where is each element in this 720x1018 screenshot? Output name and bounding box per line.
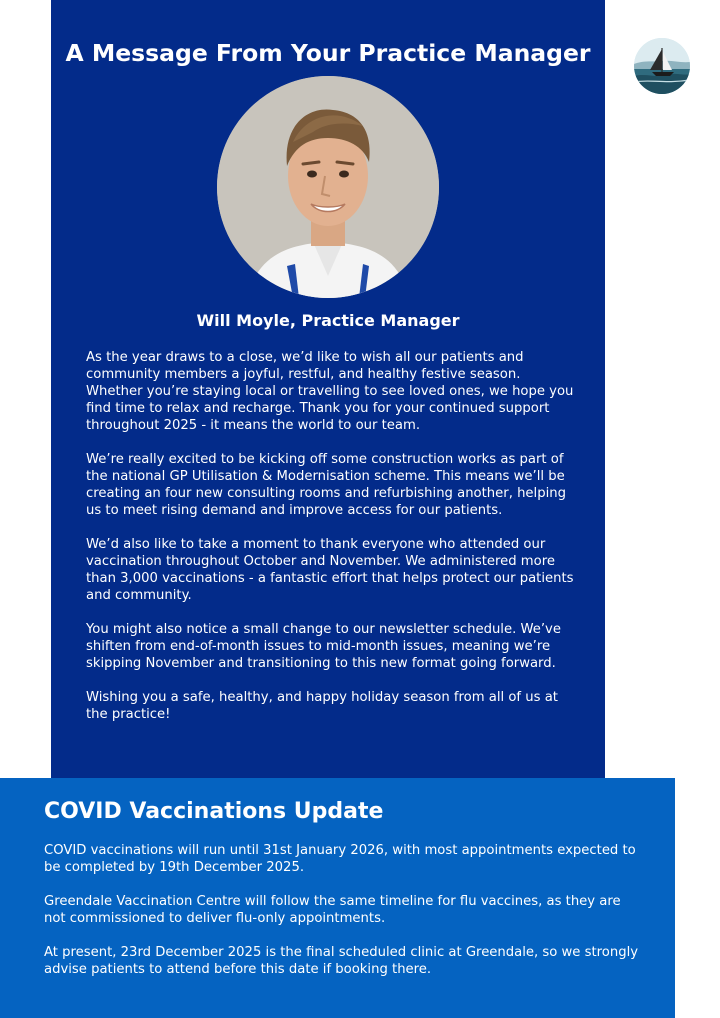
covid-paragraph: COVID vaccinations will run until 31st January 2026, with most appointments expected to be completed by 19th December 2025. <box>44 843 636 875</box>
sailboat-logo-icon <box>634 38 690 94</box>
message-paragraph: We’re really excited to be kicking off some construction works as part of the national GP Utilisation & Modernisation scheme. This means we’ll be creating an four new consulting rooms and refurbishing another, helping us to meet rising demand and improve access for our patients. <box>86 452 566 518</box>
manager-caption: Will Moyle, Practice Manager <box>196 311 460 330</box>
message-paragraph: Wishing you a safe, healthy, and happy holiday season from all of us at the practice! <box>86 690 558 722</box>
practice-manager-photo <box>217 76 439 298</box>
covid-update-panel <box>0 778 675 1018</box>
practice-manager-message-panel <box>51 0 605 778</box>
message-paragraph: We’d also like to take a moment to thank everyone who attended our vaccination throughout October and November. We administered more than 3,000 vaccinations - a fantastic effort that helps protect our patients and community. <box>86 537 574 603</box>
message-body <box>86 349 576 740</box>
portrait-illustration <box>217 76 439 298</box>
sailboat-illustration <box>634 38 690 94</box>
message-title: A Message From Your Practice Manager <box>65 39 591 67</box>
message-paragraph: You might also notice a small change to our newsletter schedule. We’ve shiften from end-of-month issues to mid-month issues, meaning we’re skipping November and transitioning to this new format going forward. <box>86 622 561 671</box>
covid-body <box>44 842 644 995</box>
covid-title: COVID Vaccinations Update <box>44 799 384 824</box>
covid-paragraph: At present, 23rd December 2025 is the final scheduled clinic at Greendale, so we strongly advise patients to attend before this date if booking there. <box>44 945 639 977</box>
covid-paragraph: Greendale Vaccination Centre will follow the same timeline for flu vaccines, as they are not commissioned to deliver flu-only appointments. <box>44 894 621 926</box>
message-paragraph: As the year draws to a close, we’d like to wish all our patients and community members a joyful, restful, and healthy festive season. Whether you’re staying local or travelling to see loved ones, we hope you find time to relax and recharge. Thank you for your continued support throughout 2025 - it means the world to our team. <box>86 350 574 433</box>
